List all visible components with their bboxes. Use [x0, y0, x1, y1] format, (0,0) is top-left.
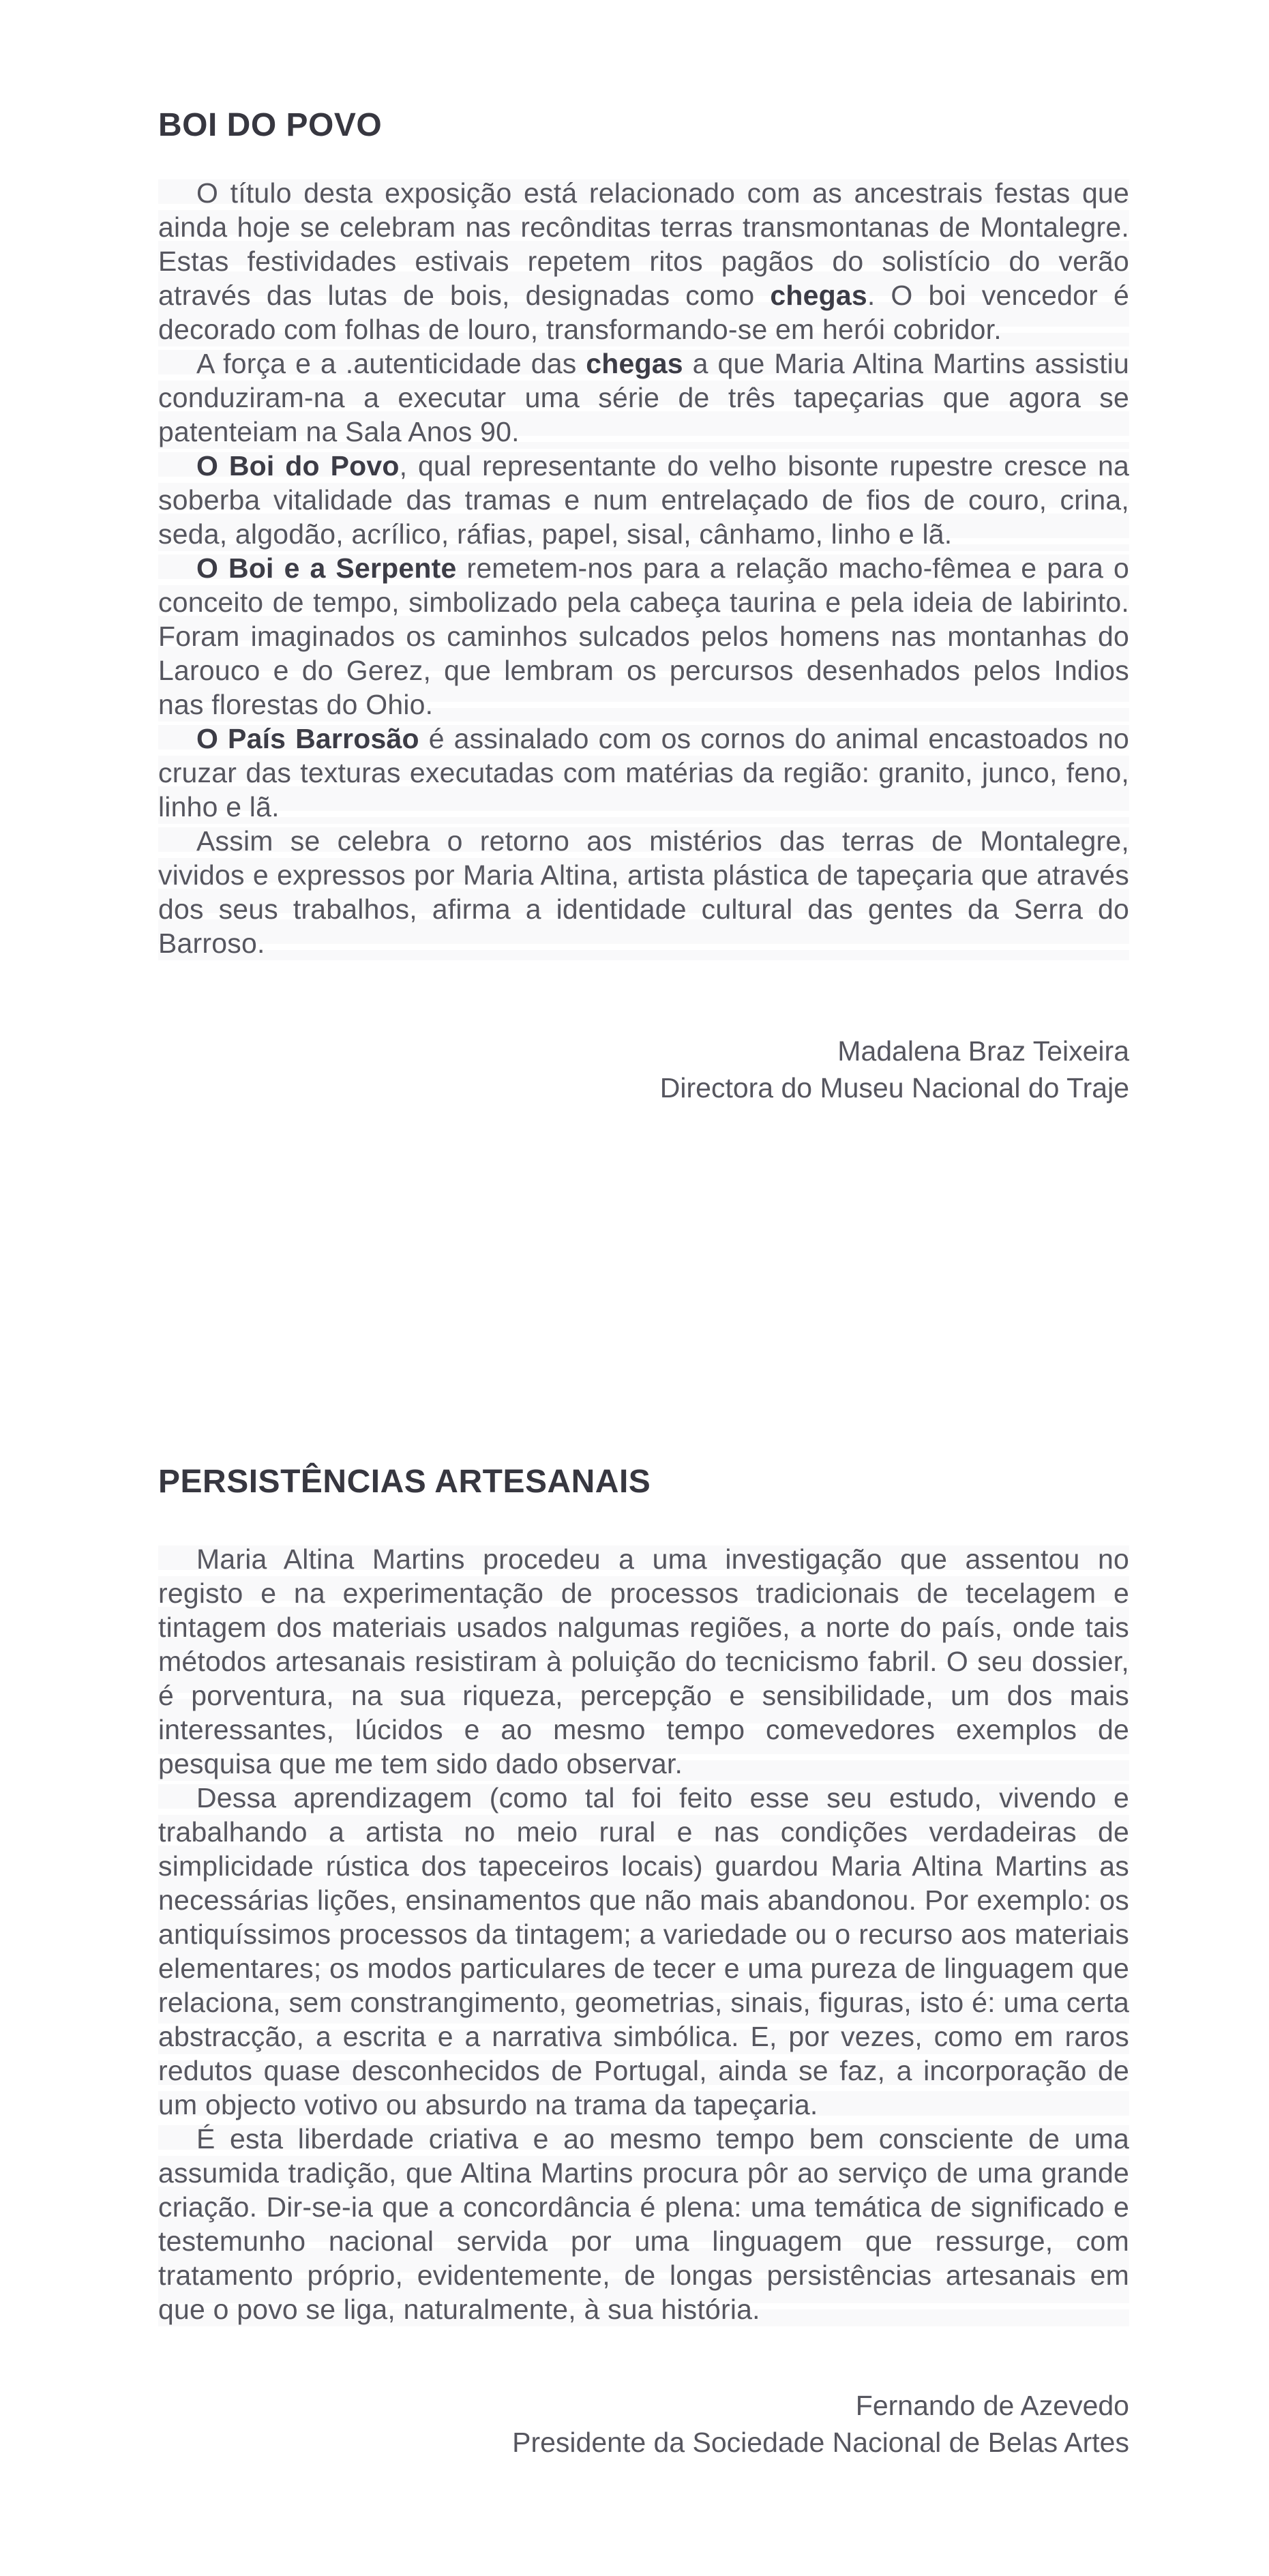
paragraph — [158, 346, 1129, 449]
section-title-persistencias-artesanais: PERSISTÊNCIAS ARTESANAIS — [158, 1464, 651, 1500]
text-run: Dessa aprendizagem (como tal foi feito esse seu estudo, vivendo e trabalhando a artista no meio rural e nas condições verdadeiras de simplicidade rústica dos tapeceiros locais) guardou Maria Altina Martins as necessárias lições, ensinamentos que não mais abandonou. Por exemplo: os antiquíssimos processos da tintagem; a variedade ou o recurso aos materiais elementares; os modos particulares de tecer e uma pureza de linguagem que relaciona, sem constrangimento, geometrias, sinais, figuras, isto é: uma certa abstracção, a escrita e a narrativa simbólica. E, por vezes, como em raros redutos quase desconhecidos de Portugal, ainda se faz, a incorporação de um objecto votivo ou absurdo na trama da tapeçaria. — [158, 1782, 1129, 2120]
paragraph — [158, 551, 1129, 722]
text-run: Assim se celebra o retorno aos mistérios das terras de Montalegre, vividos e expressos por Maria Altina, artista plástica de tapeçaria que através dos seus trabalhos, afirma a identidade cultural das gentes da Serra do Barroso. — [158, 825, 1129, 959]
text-run: A força e a .autenticidade das — [196, 348, 586, 379]
paragraph — [158, 176, 1129, 346]
text-run: remetem-nos para a relação macho-fêmea e para o conceito de tempo, simbolizado pela cabeça taurina e pela ideia de labirinto. Foram imaginados os caminhos sulcados pelos homens nas montanhas do Larouco e do Gerez, que lembram os percursos desenhados pelos Indios nas florestas do Ohio. — [158, 552, 1129, 720]
text-run: é assinalado com os cornos do animal encastoados no cruzar das texturas executadas com matérias da região: granito, junco, feno, linho e lã. — [158, 723, 1129, 823]
text-run: Maria Altina Martins procedeu a uma investigação que assentou no registo e na experimentação de processos tradicionais de tecelagem e tintagem dos materiais usados nalgumas regiões, a norte do país, onde tais métodos artesanais resistiram à poluição do tecnicismo fabril. O seu dossier, é porventura, na sua riqueza, percepção e sensibilidade, um dos mais interessantes, lúcidos e ao mesmo tempo comevedores exemplos de pesquisa que me tem sido dado observar. — [158, 1543, 1129, 1779]
paragraph — [158, 824, 1129, 960]
bold-text-run: O País Barrosão — [196, 723, 419, 754]
section-body-persistencias-artesanais — [158, 1542, 1129, 2326]
text-run: É esta liberdade criativa e ao mesmo tempo bem consciente de uma assumida tradição, que Altina Martins procura pôr ao serviço de uma grande criação. Dir-se-ia que a concordância é plena: uma temática de significado e testemunho nacional servida por uma linguagem que ressurge, com tratamento próprio, evidentemente, de longas persistências artesanais em que o povo se liga, naturalmente, à sua história. — [158, 2123, 1129, 2325]
signature-name: Madalena Braz Teixeira — [837, 1035, 1129, 1067]
bold-text-run: O Boi e a Serpente — [196, 552, 457, 584]
bold-text-run: chegas — [586, 348, 683, 379]
signature-block-fernando — [158, 2387, 1129, 2461]
section-title-boi-do-povo: BOI DO POVO — [158, 107, 383, 143]
bold-text-run: O Boi do Povo — [196, 450, 400, 482]
text-run: a que Maria Altina Martins assistiu conduziram-na a executar uma série de três tapeçarias que agora se patenteiam na Sala Anos 90. — [158, 348, 1129, 447]
bold-text-run: chegas — [770, 280, 867, 311]
signature-role: Directora do Museu Nacional do Traje — [659, 1072, 1129, 1104]
text-run: O título desta exposição está relacionado com as ancestrais festas que ainda hoje se celebram nas recônditas terras transmontanas de Montalegre. Estas festividades estivais repetem ritos pagãos do solistício do verão através das lutas de bois, designadas como — [158, 177, 1129, 311]
paragraph — [158, 1781, 1129, 2122]
paragraph — [158, 2122, 1129, 2326]
paragraph — [158, 1542, 1129, 1781]
paragraph — [158, 449, 1129, 551]
text-run: . O boi vencedor é decorado com folhas de louro, transformando-se em herói cobridor. — [158, 280, 1129, 345]
signature-role: Presidente da Sociedade Nacional de Belas Artes — [512, 2427, 1129, 2458]
text-run: , qual representante do velho bisonte rupestre cresce na soberba vitalidade das tramas e num entrelaçado de fios de couro, crina, seda, algodão, acrílico, ráfias, papel, sisal, cânhamo, linho e lã. — [158, 450, 1129, 550]
section-body-boi-do-povo — [158, 176, 1129, 960]
paragraph — [158, 722, 1129, 824]
signature-block-madalena — [158, 1033, 1129, 1106]
signature-name: Fernando de Azevedo — [855, 2390, 1129, 2421]
